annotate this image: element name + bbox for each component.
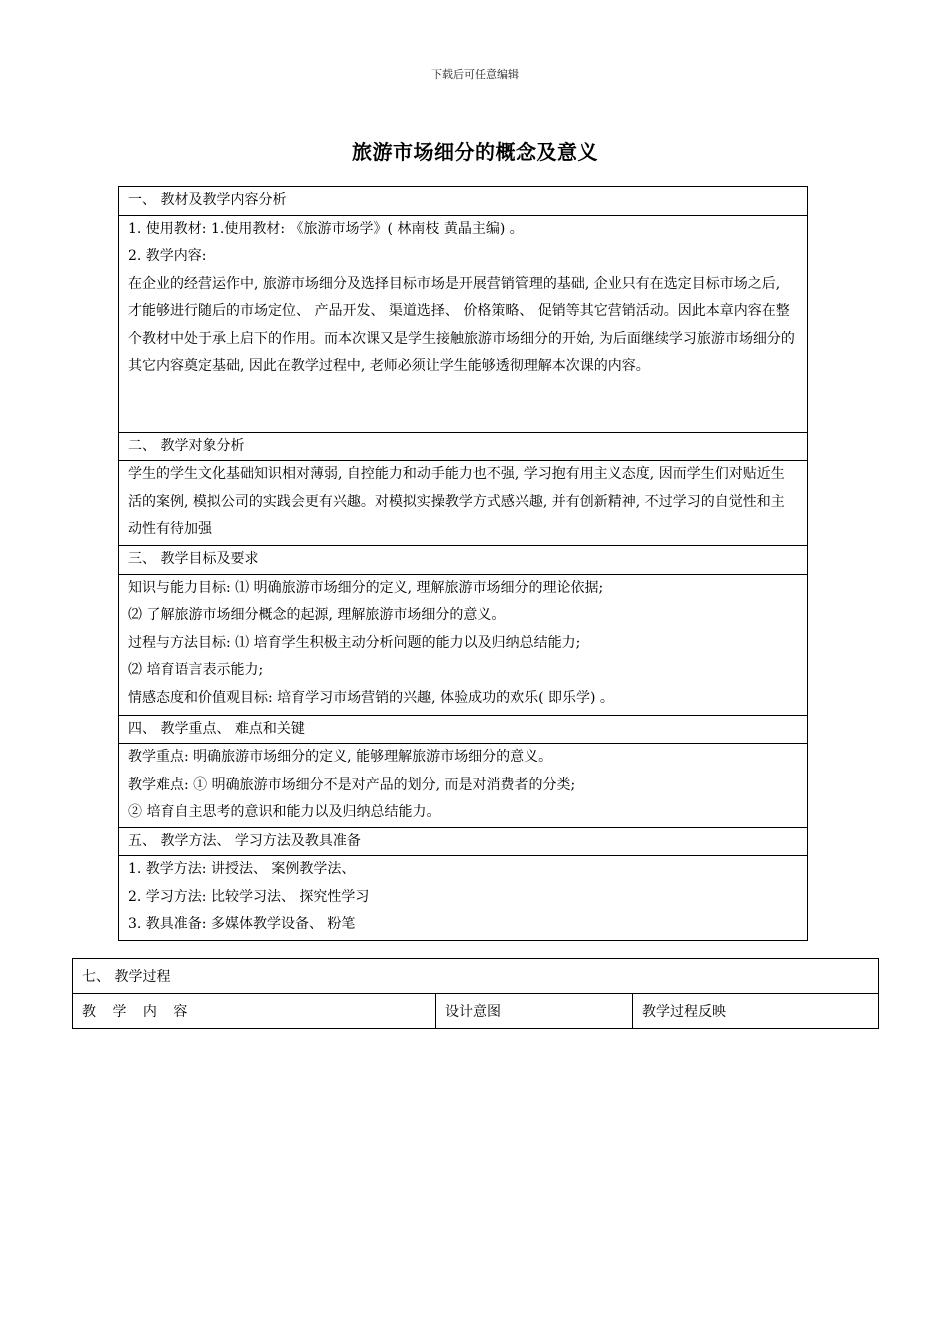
section-heading-students [119, 432, 808, 461]
content-paragraph: 在企业的经营运作中, 旅游市场细分及选择目标市场是开展营销管理的基础, 企业只有在选定目标市场之后, 才能够进行随后的市场定位、 产品开发、 渠道选择、 价格策略、 促销等其它营销活动。因此本章内容在整个教材中处于承上启下的作用。而本次课又是学生接触旅游市场细分的开始, 为后面继续学习旅游市场细分的其它内容奠定基础, 因此在教学过程中, 老师必须让学生能够透彻理解本次课的内容。 [128, 275, 795, 374]
section-body-materials [119, 215, 808, 432]
method-line: 1. 教学方法: 讲授法、 案例教学法、 [128, 861, 356, 877]
method-line: 2. 学习方法: 比较学习法、 探究性学习 [128, 888, 370, 905]
objective-line: ⑵ 了解旅游市场细分概念的起源, 理解旅游市场细分的意义。 [128, 607, 506, 623]
column-header-content: 教 学 内 容 [73, 994, 436, 1029]
section-heading-materials [119, 187, 808, 216]
objective-line: 情感态度和价值观目标: 培育学习市场营销的兴趣, 体验成功的欢乐( 即乐学) 。 [128, 689, 614, 706]
column-header-intent: 设计意图 [436, 994, 633, 1029]
objective-line: 知识与能力目标: ⑴ 明确旅游市场细分的定义, 理解旅游市场细分的理论依据; [128, 579, 604, 596]
students-paragraph: 学生的学生文化基础知识相对薄弱, 自控能力和动手能力也不强, 学习抱有用主义态度, 因而学生们对贴近生活的案例, 模拟公司的实践会更有兴趣。对模拟实操教学方式感兴趣, 并有创新精神, 不过学习的自觉性和主动性有待加强 [128, 466, 785, 537]
section-heading-text: 二、 教学对象分析 [128, 437, 245, 454]
lesson-plan-table [118, 186, 808, 941]
section-body-students [119, 461, 808, 546]
section-body-methods [119, 856, 808, 941]
column-header-reflection: 教学过程反映 [633, 994, 879, 1029]
method-line: 3. 教具准备: 多媒体教学设备、 粉笔 [128, 916, 356, 932]
keypoint-line: 教学难点: ① 明确旅游市场细分不是对产品的划分, 而是对消费者的分类; [128, 776, 576, 793]
section-heading-text: 三、 教学目标及要求 [128, 551, 259, 567]
section-heading-objectives [119, 546, 808, 575]
section-body-keypoints [119, 744, 808, 828]
teaching-process-table [72, 958, 879, 1029]
process-heading: 七、 教学过程 [73, 959, 879, 994]
objective-line: ⑵ 培育语言表示能力; [128, 662, 264, 678]
section-heading-keypoints [119, 715, 808, 744]
keypoint-line: 教学重点: 明确旅游市场细分的定义, 能够理解旅游市场细分的意义。 [128, 749, 553, 765]
content-label: 2. 教学内容: [128, 248, 207, 264]
textbook-line: 1. 使用教材: 1.使用教材: 《旅游市场学》( 林南枝 黄晶主编) 。 [128, 220, 524, 237]
header-note: 下载后可任意编辑 [431, 68, 519, 81]
keypoint-line: ② 培育自主思考的意识和能力以及归纳总结能力。 [128, 804, 441, 820]
section-heading-text: 五、 教学方法、 学习方法及教具准备 [128, 832, 361, 849]
document-title: 旅游市场细分的概念及意义 [352, 140, 598, 164]
objective-line: 过程与方法目标: ⑴ 培育学生积极主动分析问题的能力以及归纳总结能力; [128, 634, 581, 651]
section-body-objectives [119, 574, 808, 715]
section-heading-text: 一、 教材及教学内容分析 [128, 192, 287, 208]
section-heading-methods [119, 827, 808, 856]
section-heading-text: 四、 教学重点、 难点和关键 [128, 720, 305, 737]
